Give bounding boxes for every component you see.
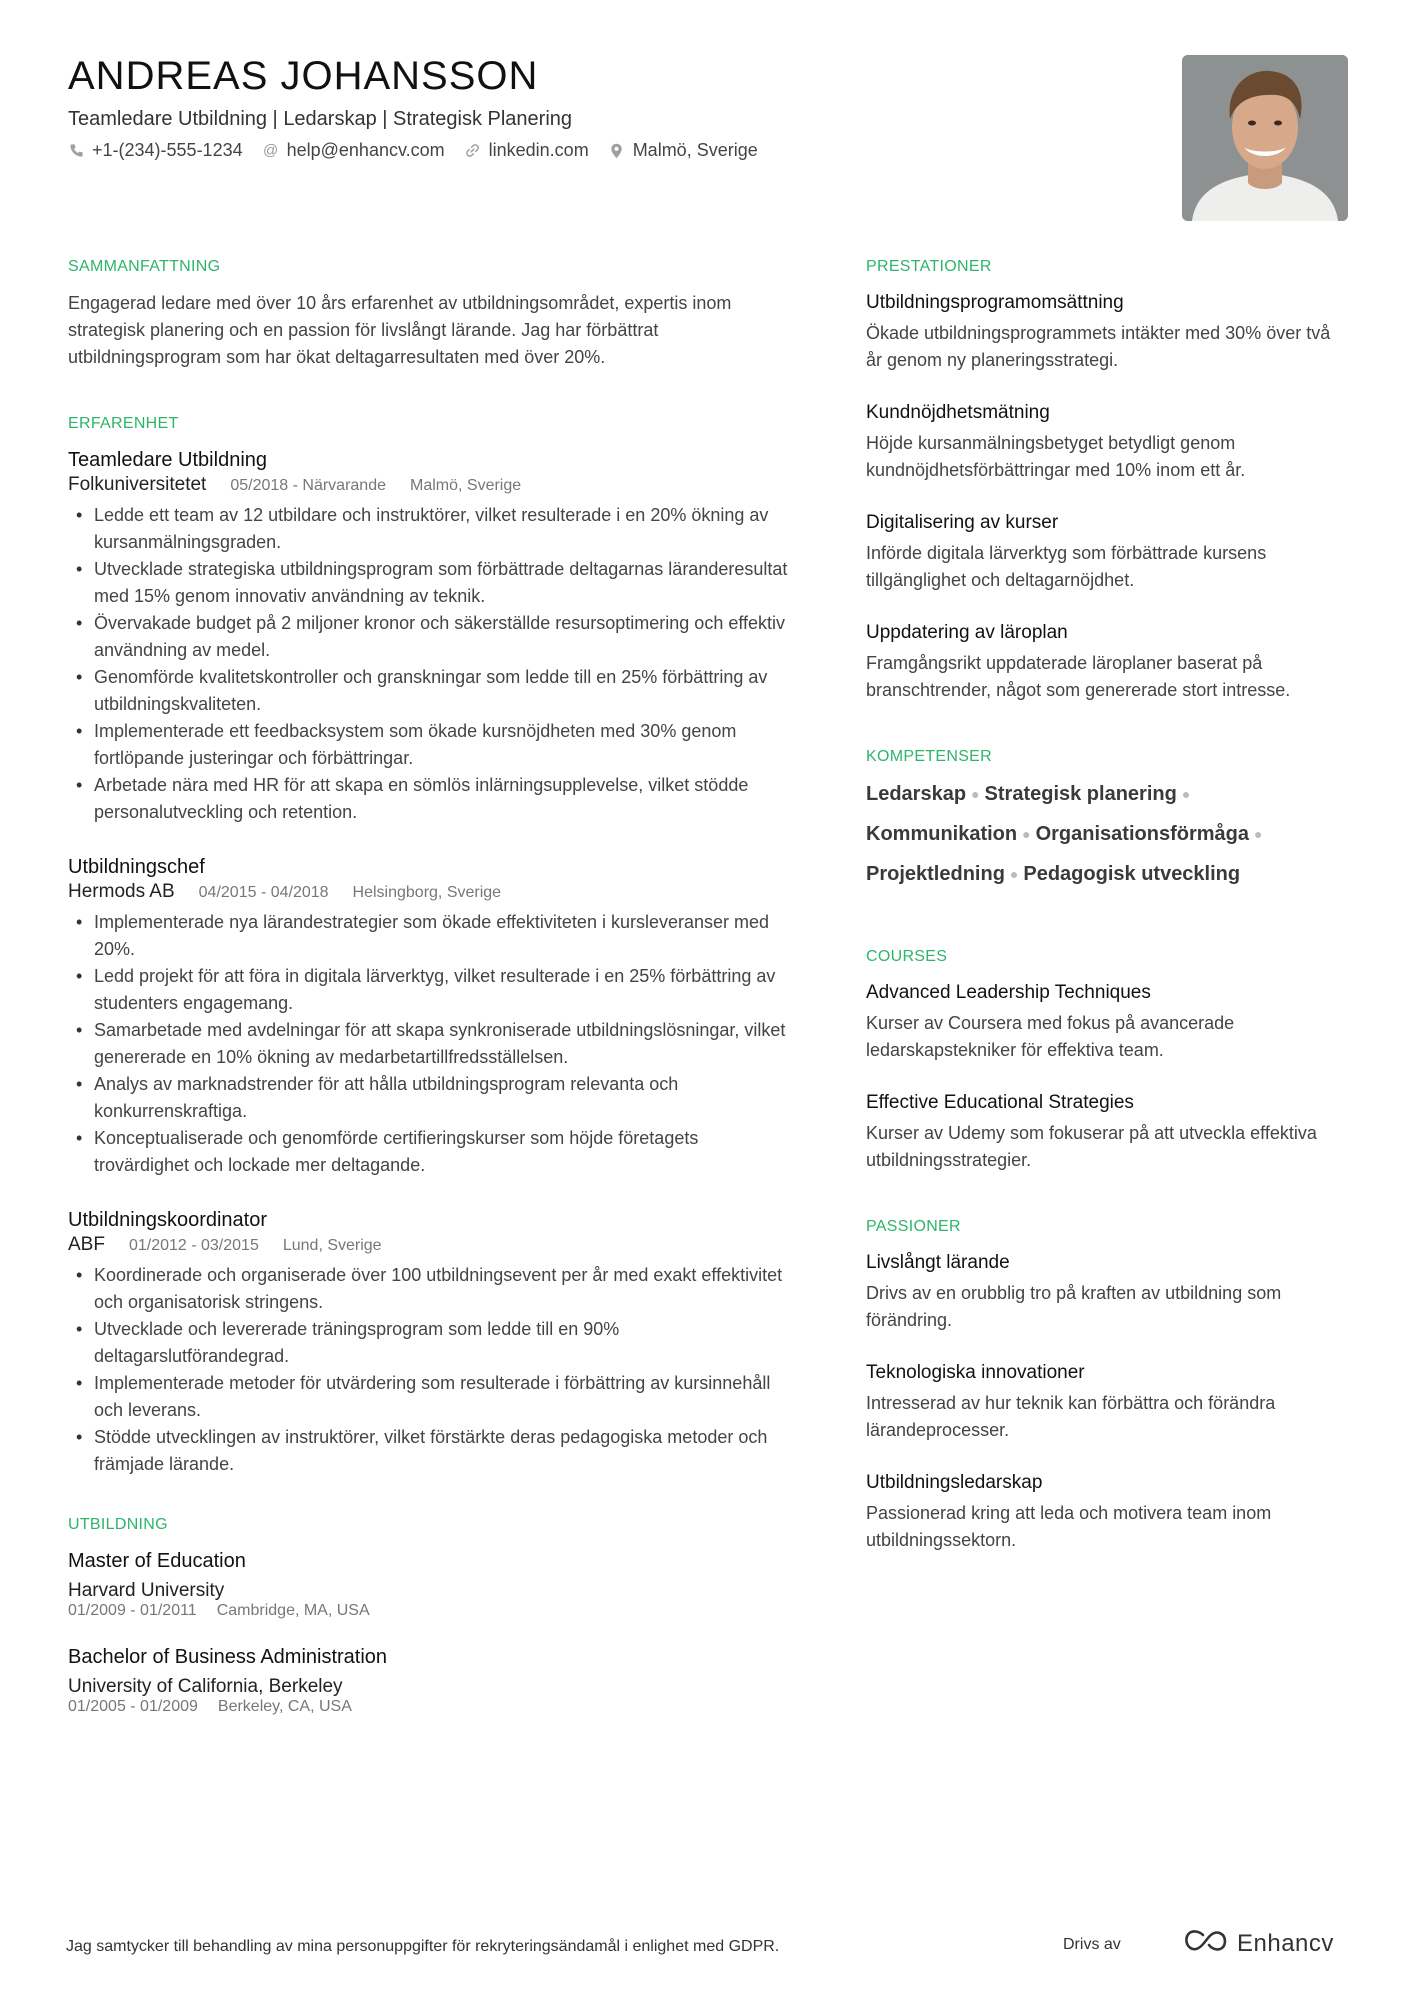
job-bullet: • Konceptualiserade och genomförde certifieringskurser som höjde företagets trovärdighet och lockade mer deltagande. [68,1125,798,1179]
contact-row [68,140,758,161]
job-meta [68,1234,798,1256]
left-column [68,258,798,1764]
job-company: ABF [68,1234,105,1255]
education-heading: UTBILDNING [68,1516,168,1533]
job-bullet: • Övervakade budget på 2 miljoner kronor och säkerställde resursoptimering och effektiv användning av medel. [68,610,798,664]
education-dates: 01/2005 - 01/2009 [68,1698,198,1715]
achievement-title: Digitalisering av kurser [866,512,1059,533]
skill-tag: Pedagogisk utveckling [1023,863,1241,885]
achievement-item [866,510,1348,594]
job-bullet: • Utvecklade strategiska utbildningsprogram som förbättrade deltagarnas läranderesultat med 15% genom innovativ användning av teknik. [68,556,798,610]
job-bullet: • Arbetade nära med HR för att skapa en sömlös inlärningsupplevelse, vilket stödde personalutveckling och retention. [68,772,798,826]
education-degree: Master of Education [68,1550,246,1572]
right-column [866,258,1348,1602]
job-bullets [68,909,798,1179]
skills-list [866,780,1348,888]
contact-linkedin[interactable] [465,140,589,161]
education-location: Cambridge, MA, USA [216,1602,370,1619]
summary-section [68,258,798,371]
link-icon [465,143,481,159]
job-bullet: • Analys av marknadstrender för att hålla utbildningsprogram relevanta och konkurrenskraftiga. [68,1071,798,1125]
passion-desc: Intresserad av hur teknik kan förbättra och förändra lärandeprocesser. [866,1393,1276,1440]
job-bullets [68,1262,798,1478]
achievement-item [866,290,1348,374]
achievements-section [866,258,1348,704]
contact-linkedin-text: linkedin.com [488,140,589,160]
job-entry [68,447,798,826]
education-meta [68,1602,798,1620]
job-title: Utbildningschef [68,856,205,878]
passion-title: Utbildningsledarskap [866,1472,1043,1493]
location-icon [609,143,625,159]
summary-text: Engagerad ledare med över 10 års erfarenhet av utbildningsområdet, expertis inom strategisk planering och en passion för livslångt lärande. Jag har förbättrat utbildningsprogram som har ökat deltagarresultaten med över 20%. [68,293,732,367]
passion-desc: Passionerad kring att leda och motivera team inom utbildningssektorn. [866,1503,1272,1550]
job-bullet: • Ledde ett team av 12 utbildare och instruktörer, vilket resulterade i en 20% ökning av kursanmälningsgraden. [68,502,798,556]
summary-heading: SAMMANFATTNING [68,258,221,275]
skill-separator: ● [1009,866,1019,882]
courses-heading: COURSES [866,948,948,965]
achievement-title: Kundnöjdhetsmätning [866,402,1050,423]
experience-heading: ERFARENHET [68,415,179,432]
passion-title: Livslångt lärande [866,1252,1010,1273]
skill-separator: ● [1253,826,1263,842]
candidate-tagline: Teamledare Utbildning | Ledarskap | Strategisk Planering [68,108,573,130]
powered-by-label: Drivs av [1063,1936,1121,1953]
education-school: University of California, Berkeley [68,1676,343,1697]
job-bullets [68,502,798,826]
education-location: Berkeley, CA, USA [217,1698,352,1715]
contact-phone[interactable] [68,140,243,161]
phone-icon [68,143,84,159]
education-dates: 01/2009 - 01/2011 [68,1602,197,1619]
contact-phone-text: +1-(234)-555-1234 [92,140,243,160]
skill-tag: Strategisk planering ● [985,780,1196,808]
passion-item [866,1470,1348,1554]
enhancv-logo-icon [1183,1928,1229,1959]
job-bullet: • Implementerade nya lärandestrategier som ökade effektiviteten i kursleveranser med 20%. [68,909,798,963]
skills-heading: KOMPETENSER [866,748,992,765]
profile-photo [1182,55,1348,221]
achievement-desc: Införde digitala lärverktyg som förbättrade kursens tillgänglighet och deltagarnöjdhet. [866,543,1267,590]
skill-tag: Ledarskap ● [866,780,985,808]
achievement-item [866,400,1348,484]
contact-location [609,140,758,161]
job-bullet: • Implementerade metoder för utvärdering som resulterade i förbättring av kursinnehåll och leverans. [68,1370,798,1424]
education-entry [68,1548,798,1620]
skill-separator: ● [971,786,980,802]
passion-title: Teknologiska innovationer [866,1362,1085,1383]
achievement-desc: Ökade utbildningsprogrammets intäkter med 30% över två år genom ny planeringsstrategi. [866,323,1331,370]
skill-tag: Kommunikation ● [866,820,1036,848]
course-item [866,1090,1348,1174]
job-bullet: • Stödde utvecklingen av instruktörer, vilket förstärkte deras pedagogiska metoder och främjade lärande. [68,1424,798,1478]
job-dates: 05/2018 - Närvarande [230,477,386,494]
job-company: Folkuniversitetet [68,474,207,495]
job-entry [68,1207,798,1478]
passion-item [866,1250,1348,1334]
job-bullet: • Genomförde kvalitetskontroller och granskningar som ledde till en 25% förbättring av utbildningskvaliteten. [68,664,798,718]
education-section [68,1516,798,1716]
at-icon: @ [262,142,279,159]
passion-item [866,1360,1348,1444]
job-location: Malmö, Sverige [410,477,522,494]
candidate-name: ANDREAS JOHANSSON [68,54,539,98]
education-school: Harvard University [68,1580,225,1601]
skill-tag: Organisationsförmåga ● [1036,820,1268,848]
job-dates: 01/2012 - 03/2015 [128,1237,259,1254]
job-location: Helsingborg, Sverige [352,884,502,901]
job-meta [68,881,798,903]
job-meta [68,474,798,496]
passions-section [866,1218,1348,1554]
course-item [866,980,1348,1064]
skills-section [866,748,1348,888]
job-company: Hermods AB [68,881,175,902]
education-degree: Bachelor of Business Administration [68,1646,388,1668]
job-location: Lund, Sverige [282,1237,382,1254]
achievement-title: Utbildningsprogramomsättning [866,292,1124,313]
job-title: Utbildningskoordinator [68,1209,268,1231]
job-entry [68,854,798,1179]
job-bullet: • Utvecklade och levererade träningsprogram som ledde till en 90% deltagarslutförandegrad. [68,1316,798,1370]
enhancv-logo[interactable] [1183,1928,1334,1959]
course-desc: Kurser av Coursera med fokus på avancerade ledarskapstekniker för effektiva team. [866,1013,1235,1060]
education-meta [68,1698,798,1716]
achievement-item [866,620,1348,704]
achievement-desc: Framgångsrikt uppdaterade läroplaner baserat på branschtrender, något som genererade stort intresse. [866,653,1291,700]
course-title: Advanced Leadership Techniques [866,982,1151,1003]
job-bullet: • Ledd projekt för att föra in digitala lärverktyg, vilket resulterade i en 25% förbättring av studenters engagemang. [68,963,798,1017]
job-bullet: • Koordinerade och organiserade över 100 utbildningsevent per år med exakt effektivitet och organisatorisk stringens. [68,1262,798,1316]
achievement-title: Uppdatering av läroplan [866,622,1068,643]
contact-location-text: Malmö, Sverige [632,140,758,160]
enhancv-logo-text: Enhancv [1237,1929,1334,1957]
course-desc: Kurser av Udemy som fokuserar på att utveckla effektiva utbildningsstrategier. [866,1123,1317,1170]
job-bullet: • Implementerade ett feedbacksystem som ökade kursnöjdheten med 30% genom fortlöpande justeringar och förbättringar. [68,718,798,772]
passions-heading: PASSIONER [866,1218,961,1235]
course-title: Effective Educational Strategies [866,1092,1134,1113]
contact-email[interactable] [263,140,445,161]
job-dates: 04/2015 - 04/2018 [198,884,329,901]
gdpr-consent-text: Jag samtycker till behandling av mina personuppgifter för rekryteringsändamål i enlighet med GDPR. [66,1938,780,1955]
education-entry [68,1644,798,1716]
skill-tag: Projektledning ● [866,860,1023,888]
skill-separator: ● [1181,786,1191,802]
contact-email-text: help@enhancv.com [286,140,445,160]
passion-desc: Drivs av en orubblig tro på kraften av utbildning som förändring. [866,1283,1282,1330]
job-bullet: • Samarbetade med avdelningar för att skapa synkroniserade utbildningslösningar, vilket genererade en 10% ökning av medarbetartillfredsställelsen. [68,1017,798,1071]
courses-section [866,948,1348,1174]
skill-separator: ● [1022,826,1031,842]
achievement-desc: Höjde kursanmälningsbetyget betydligt genom kundnöjdhetsförbättringar med 10% inom ett år. [866,433,1246,480]
job-title: Teamledare Utbildning [68,449,268,471]
experience-section [68,415,798,1478]
achievements-heading: PRESTATIONER [866,258,992,275]
